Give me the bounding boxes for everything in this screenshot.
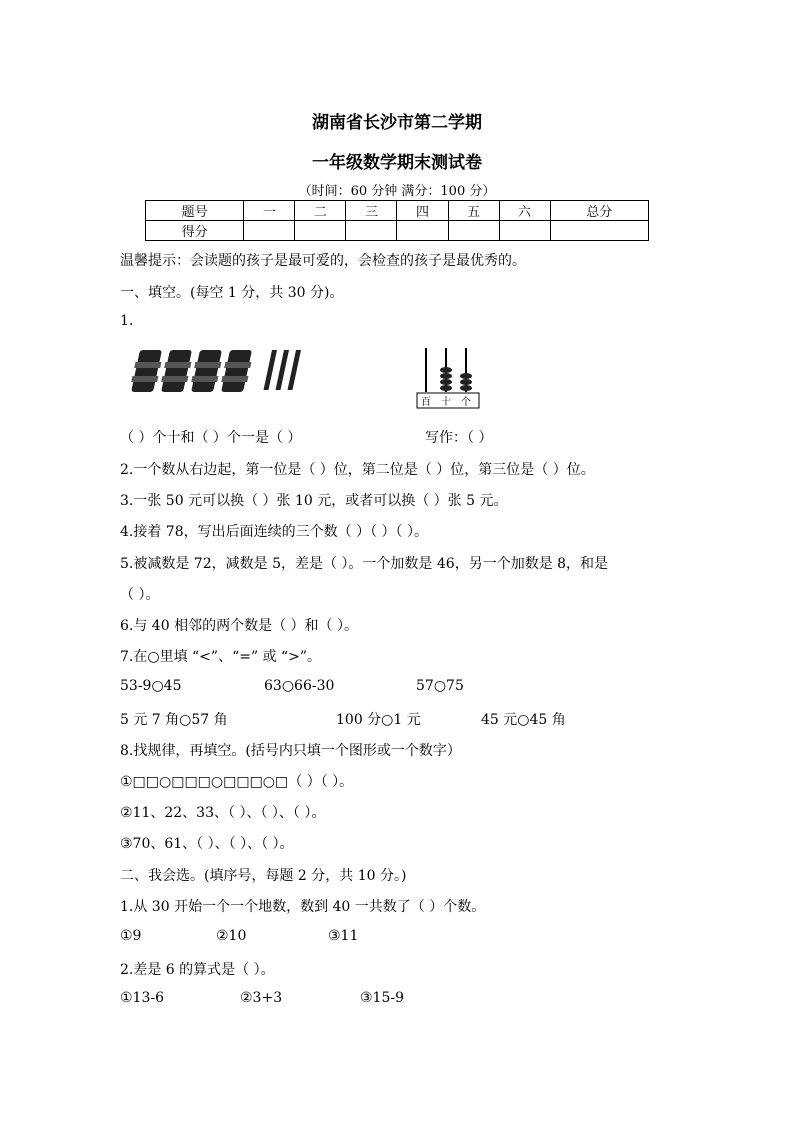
section1-heading: 一、填空。(每空 1 分，共 30 分)。 xyxy=(120,285,344,301)
score-cell: 五 xyxy=(448,201,499,221)
score-cell xyxy=(448,221,499,241)
score-cell xyxy=(499,221,550,241)
q4-text: 4.接着 78，写出后面连续的三个数（ ）（ ）（ ）。 xyxy=(120,524,428,540)
q2-text: 2.一个数从右边起，第一位是（ ）位，第二位是（ ）位，第三位是（ ）位。 xyxy=(120,462,595,478)
q8-sub3: ③70、61、（ ）、（ ）、（ ）。 xyxy=(120,836,294,852)
q1-write: 写作：（ ） xyxy=(425,430,493,446)
page-title: 湖南省长沙市第二学期 xyxy=(312,113,482,133)
s2-q1-text: 1.从 30 开始一个一个地数，数到 40 一共数了（ ）个数。 xyxy=(120,899,486,915)
score-cell xyxy=(550,221,648,241)
score-cell: 题号 xyxy=(146,201,244,221)
q3-text: 3.一张 50 元可以换（ ）张 10 元，或者可以换（ ）张 5 元。 xyxy=(120,493,508,509)
abacus-label: 百 xyxy=(421,397,431,408)
option: ②3+3 xyxy=(240,990,283,1006)
score-cell xyxy=(397,221,448,241)
option: ①9 xyxy=(120,928,142,944)
score-cell: 得分 xyxy=(146,221,244,241)
time-info: （时间：60 分钟 满分：100 分） xyxy=(298,184,496,199)
score-cell: 三 xyxy=(346,201,397,221)
q7-item: 5 元 7 角○57 角 xyxy=(120,712,228,728)
stick-bundles-image xyxy=(128,346,312,396)
option: ①13-6 xyxy=(120,990,165,1006)
score-cell: 一 xyxy=(244,201,295,221)
score-cell: 四 xyxy=(397,201,448,221)
option: ③11 xyxy=(328,928,359,944)
score-cell: 六 xyxy=(499,201,550,221)
option: ③15-9 xyxy=(360,990,405,1006)
exam-subtitle: 一年级数学期末测试卷 xyxy=(312,153,482,173)
score-cell: 总分 xyxy=(550,201,648,221)
score-cell xyxy=(346,221,397,241)
score-table-score-row xyxy=(146,221,649,241)
score-cell xyxy=(295,221,346,241)
q1-text: （ ）个十和（ ）个一是（ ） xyxy=(120,430,302,446)
q5-text-cont: （ ）。 xyxy=(120,587,160,603)
q5-text: 5.被减数是 72，减数是 5，差是（ ）。一个加数是 46，另一个加数是 8，和是 xyxy=(120,556,609,572)
q7-item: 100 分○1 元 xyxy=(336,712,421,728)
q1-number: 1. xyxy=(120,313,134,329)
q7-item: 53-9○45 xyxy=(120,678,182,694)
score-table-header-row xyxy=(146,201,649,221)
q7-item: 63○66-30 xyxy=(264,678,335,694)
tip-text: 温馨提示：会读题的孩子是最可爱的，会检查的孩子是最优秀的。 xyxy=(120,253,526,269)
s2-q2-text: 2.差是 6 的算式是（ ）。 xyxy=(120,962,275,978)
q7-item: 45 元○45 角 xyxy=(481,712,566,728)
q7-text: 7.在○里填 “<”、“=” 或 “>”。 xyxy=(120,649,322,665)
abacus-image xyxy=(416,346,480,410)
score-table xyxy=(145,200,649,241)
abacus-label: 十 xyxy=(441,397,451,408)
section2-heading: 二、我会选。(填序号，每题 2 分，共 10 分。) xyxy=(120,868,407,884)
abacus-label: 个 xyxy=(461,397,471,408)
option: ②10 xyxy=(216,928,247,944)
score-cell xyxy=(244,221,295,241)
q8-text: 8.找规律，再填空。(括号内只填一个图形或一个数字） xyxy=(120,743,461,759)
q7-item: 57○75 xyxy=(416,678,464,694)
q6-text: 6.与 40 相邻的两个数是（ ）和（ ）。 xyxy=(120,618,358,634)
q8-sub2: ②11、22、33、（ ）、（ ）、（ ）。 xyxy=(120,805,326,821)
score-cell: 二 xyxy=(295,201,346,221)
q8-sub1: ①□□○□□□○□□□○□（ ）（ ）。 xyxy=(120,774,354,790)
